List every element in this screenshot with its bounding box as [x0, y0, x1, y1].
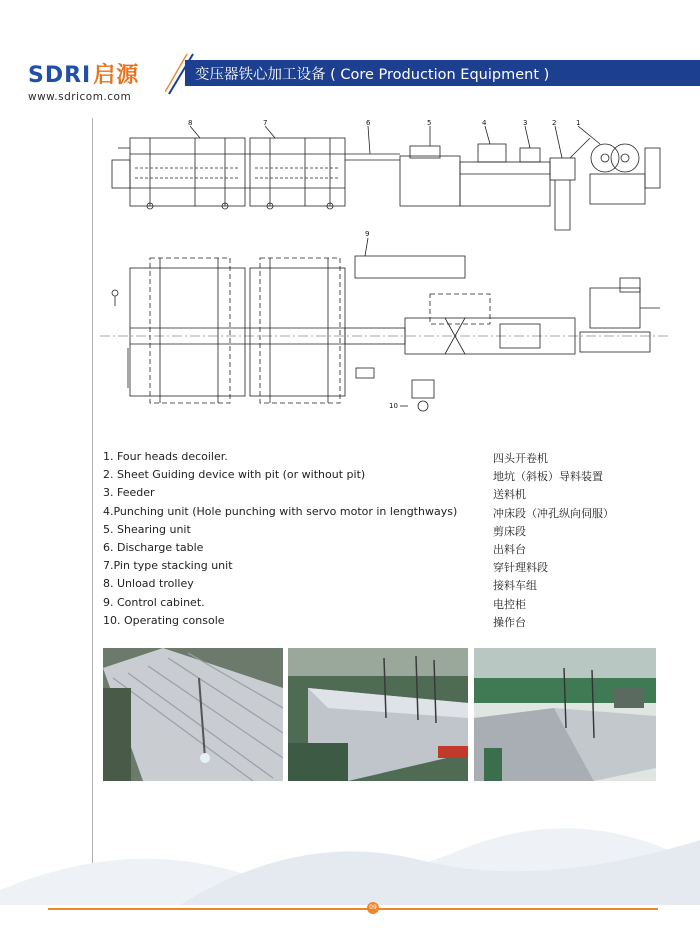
list-item — [103, 596, 683, 614]
photo-stacking-unit — [288, 648, 468, 781]
drawing-label-6: 6 — [366, 119, 371, 127]
item-cn: 送料机 — [493, 488, 526, 502]
item-cn: 剪床段 — [493, 524, 526, 538]
list-item — [103, 614, 683, 632]
list-item — [103, 468, 683, 486]
logo-wordmark — [28, 58, 139, 89]
item-cn: 穿针理料段 — [493, 561, 548, 575]
list-item — [103, 559, 683, 577]
photo-production-line — [474, 648, 656, 781]
logo-en: SDRI — [28, 63, 92, 88]
footer-rule — [48, 908, 658, 910]
item-cn: 出料台 — [493, 542, 526, 556]
item-en: 2. Sheet Guiding device with pit (or without pit) — [103, 468, 366, 482]
equipment-layout-drawing — [100, 118, 670, 438]
list-item — [103, 523, 683, 541]
page-title: 变压器铁心加工设备 ( Core Production Equipment ) — [195, 67, 550, 83]
item-cn: 地坑（斜板）导料装置 — [493, 470, 603, 484]
photo-core-laminations-closeup — [103, 648, 283, 781]
item-en: 7.Pin type stacking unit — [103, 559, 233, 573]
item-cn: 冲床段（冲孔纵向伺服） — [493, 506, 614, 520]
item-en: 5. Shearing unit — [103, 522, 191, 536]
item-en: 4.Punching unit (Hole punching with servo motor in lengthways) — [103, 504, 458, 518]
drawing-label-5: 5 — [427, 119, 432, 127]
list-item — [103, 486, 683, 504]
item-en: 9. Control cabinet. — [103, 595, 205, 609]
item-en: 6. Discharge table — [103, 540, 204, 554]
logo-cn: 启源 — [93, 63, 140, 88]
drawing-label-9: 9 — [365, 230, 370, 238]
drawing-label-2: 2 — [552, 119, 557, 127]
item-en: 1. Four heads decoiler. — [103, 450, 228, 463]
list-item — [103, 577, 683, 595]
drawing-label-4: 4 — [482, 119, 487, 127]
item-cn: 操作台 — [493, 615, 526, 629]
list-item — [103, 541, 683, 559]
item-en: 3. Feeder — [103, 486, 155, 500]
component-list — [103, 450, 683, 632]
list-item — [103, 450, 683, 468]
drawing-label-7: 7 — [263, 119, 268, 127]
page-number: 09 — [367, 902, 379, 914]
website-url: www.sdricom.com — [28, 91, 132, 103]
list-item — [103, 505, 683, 523]
item-cn: 四头开卷机 — [493, 452, 548, 465]
item-en: 10. Operating console — [103, 613, 225, 627]
drawing-label-10: 10 — [389, 402, 398, 410]
drawing-label-8: 8 — [188, 119, 193, 127]
item-cn: 电控柜 — [493, 597, 526, 611]
item-en: 8. Unload trolley — [103, 577, 194, 591]
logo — [28, 58, 139, 103]
drawing-label-3: 3 — [523, 119, 528, 127]
decorative-mountains-background — [0, 770, 700, 905]
drawing-label-1: 1 — [576, 119, 581, 127]
item-cn: 接料车组 — [493, 579, 537, 593]
